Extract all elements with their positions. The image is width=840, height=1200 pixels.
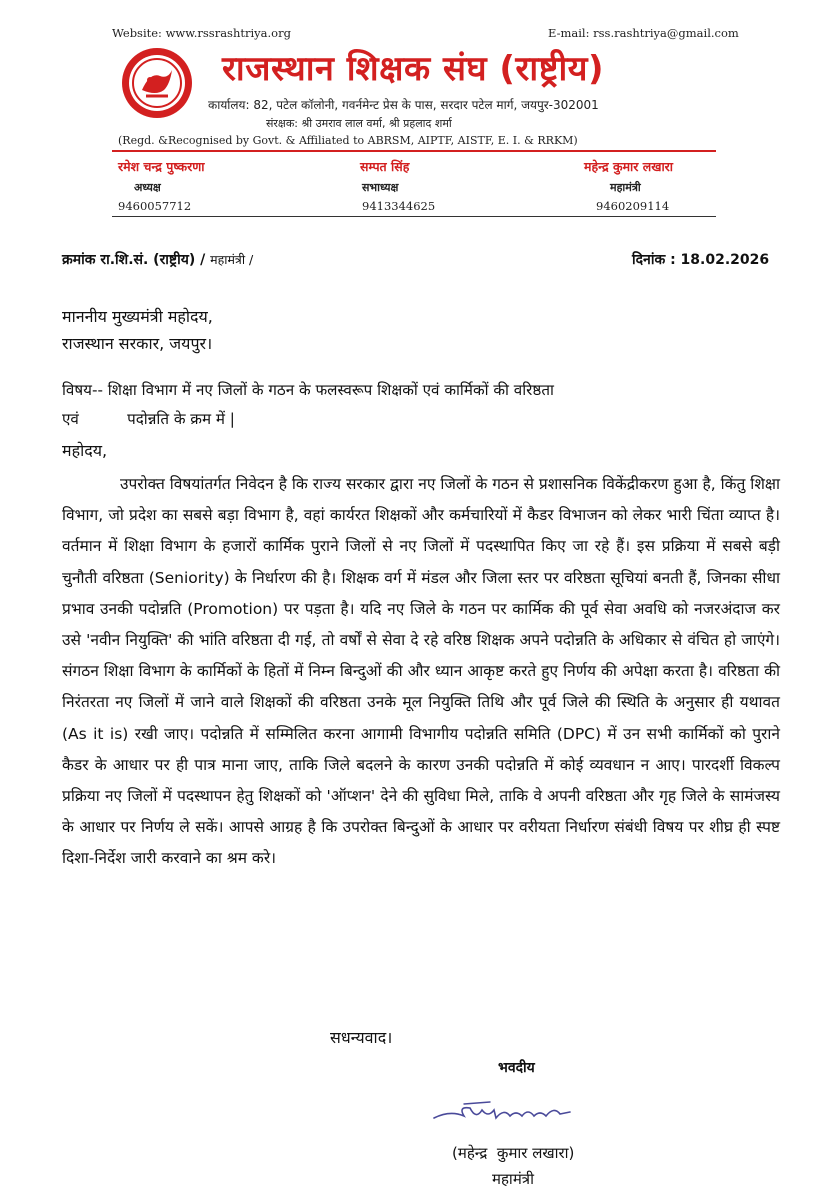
recipient-line-1: माननीय मुख्यमंत्री महोदय, xyxy=(62,307,213,326)
email-text: E-mail: rss.rashtriya@gmail.com xyxy=(548,26,739,40)
letter-date: दिनांक : 18.02.2026 xyxy=(632,252,770,268)
organization-name: राजस्थान शिक्षक संघ (राष्ट्रीय) xyxy=(222,49,605,89)
salutation: महोदय, xyxy=(62,441,108,460)
patrons-line: संरक्षक: श्री उमराव लाल वर्मा, श्री प्रहलाद शर्मा xyxy=(266,117,452,130)
official-name-chair: सम्पत सिंह xyxy=(360,159,410,174)
official-title-president: अध्यक्ष xyxy=(134,181,161,194)
signatory-name: (महेन्द्र कुमार लखारा) xyxy=(452,1144,575,1162)
website-text: Website: www.rssrashtriya.org xyxy=(112,26,291,40)
signatory-title: महामंत्री xyxy=(492,1170,534,1188)
official-phone-chair: 9413344625 xyxy=(362,199,436,213)
official-name-president: रमेश चन्द्र पुष्करणा xyxy=(118,159,205,174)
subject-line-1: विषय-- शिक्षा विभाग में नए जिलों के गठन के फलस्वरूप शिक्षकों एवं कार्मिकों की वरिष्ठता xyxy=(62,381,554,399)
official-phone-president: 9460057712 xyxy=(118,199,192,213)
reference-prefix: क्रमांक रा.शि.सं. (राष्ट्रीय) / xyxy=(62,252,206,268)
official-title-secretary: महामंत्री xyxy=(610,181,641,194)
reference-number xyxy=(62,250,253,269)
thanks-text: सधन्यवाद। xyxy=(330,1028,393,1047)
official-phone-secretary: 9460209114 xyxy=(596,199,670,213)
organization-logo-icon xyxy=(120,46,194,120)
header-divider xyxy=(112,150,716,152)
reference-office: महामंत्री / xyxy=(210,252,254,267)
official-name-secretary: महेन्द्र कुमार लखारा xyxy=(584,159,674,174)
recipient-line-2: राजस्थान सरकार, जयपुर। xyxy=(62,334,213,353)
registration-line: (Regd. &Recognised by Govt. & Affiliated to ABRSM, AIPTF, AISTF, E. I. & RRKM) xyxy=(118,134,578,147)
yours-text: भवदीय xyxy=(498,1060,535,1076)
subject-line-2: एवं पदोन्नति के क्रम में | xyxy=(62,410,235,428)
office-address: कार्यालय: 82, पटेल कॉलोनी, गवर्नमेन्ट प्रेस के पास, सरदार पटेल मार्ग, जयपुर-302001 xyxy=(208,98,599,112)
handwritten-signature xyxy=(430,1096,580,1130)
official-title-chair: सभाध्यक्ष xyxy=(362,181,399,194)
letter-body: उपरोक्त विषयांतर्गत निवेदन है कि राज्य सरकार द्वारा नए जिलों के गठन से प्रशासनिक विकेंद्रीकरण हुआ है, किंतु शिक्षा विभाग, जो प्रदेश का सबसे बड़ा विभाग है, वहां कार्यरत शिक्षकों और कर्मचारियों में कैडर विभाजन को लेकर भारी चिंता व्याप्त है। वर्तमान में शिक्षा विभाग के हजारों कार्मिक पुराने जिलों से नए जिलों में पदस्थापित किए जा रहे हैं। इस प्रक्रिया में सबसे बड़ी चुनौती वरिष्ठता (Seniority) के निर्धारण की है। शिक्षक वर्ग में मंडल और जिला स्तर पर वरिष्ठता सूचियां बनती हैं, जिनका सीधा प्रभाव उनकी पदोन्नति (Promotion) पर पड़ता है। यदि नए जिले के गठन पर कार्मिक की पूर्व सेवा अवधि को नजरअंदाज कर उसे 'नवीन नियुक्ति' की भांति वरिष्ठता दी गई, तो वर्षों से सेवा दे रहे वरिष्ठ शिक्षक अपने पदोन्नति के अधिकार से वंचित हो जाएंगे। संगठन शिक्षा विभाग के कार्मिकों के हितों में निम्न बिन्दुओं की और ध्यान आकृष्ट करते हुए निर्णय की अपेक्षा करता है। वरिष्ठता की निरंतरता नए जिलों में जाने वाले शिक्षकों की वरिष्ठता उनके मूल नियुक्ति तिथि और पूर्व जिले की स्थिति के अनुसार ही यथावत (As it is) रखी जाए। पदोन्नति में सम्मिलित करना आगामी विभागीय पदोन्नति समिति (DPC) में उन सभी कार्मिकों को पुराने कैडर के आधार पर ही पात्र माना जाए, ताकि जिले बदलने के कारण उनकी पदोन्नति में कोई व्यवधान न आए। पारदर्शी विकल्प प्रक्रिया नए जिलों में पदस्थापन हेतु शिक्षकों को 'ऑप्शन' देने की सुविधा मिले, ताकि वे अपनी वरिष्ठता और गृह जिले के सामंजस्य के आधार पर निर्णय ले सकें। आपसे आग्रह है कि उपरोक्त बिन्दुओं के आधार पर वरीयता निर्धारण संबंधी विषय पर शीघ्र ही स्पष्ट दिशा-निर्देश जारी करवाने का श्रम करे। xyxy=(62,475,780,868)
officials-divider xyxy=(112,216,716,217)
